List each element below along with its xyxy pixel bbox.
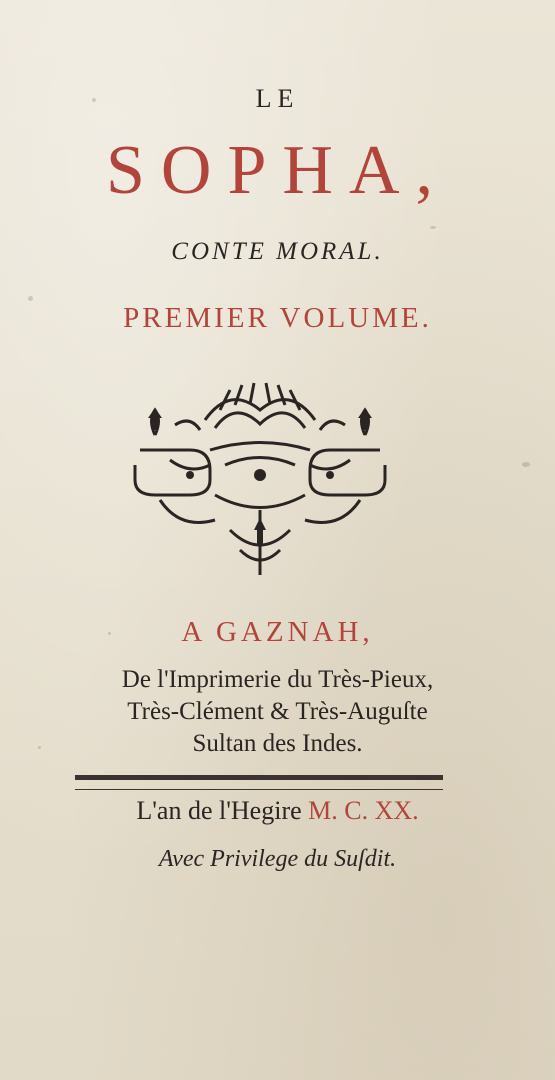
imprint-printer-line-3: Sultan des Indes. <box>192 730 363 757</box>
title-article: LE <box>255 84 300 113</box>
paper-speck <box>522 462 530 467</box>
double-rule-thin <box>75 789 443 790</box>
imprint-year: M. C. XX. <box>308 796 419 825</box>
book-title: SOPHA, <box>105 132 450 209</box>
imprint-printer-line-2: Très-Clément & Très-Auguſte <box>127 698 428 725</box>
imprint-place: A GAZNAH, <box>181 616 374 648</box>
imprint-date-prefix: L'an de l'Hegire <box>136 796 302 825</box>
paper-speck <box>28 296 33 301</box>
paper-speck <box>430 226 436 229</box>
double-rule-thick <box>75 775 443 780</box>
imprint-printer-line-1: De l'Imprimerie du Très-Pieux, <box>121 666 434 693</box>
imprint-date <box>0 796 555 826</box>
ornament-vignette-icon <box>120 380 400 580</box>
volume-label: PREMIER VOLUME. <box>123 302 432 334</box>
subtitle: CONTE MORAL. <box>171 238 384 265</box>
privilege-note: Avec Privilege du Suſdit. <box>158 846 397 872</box>
